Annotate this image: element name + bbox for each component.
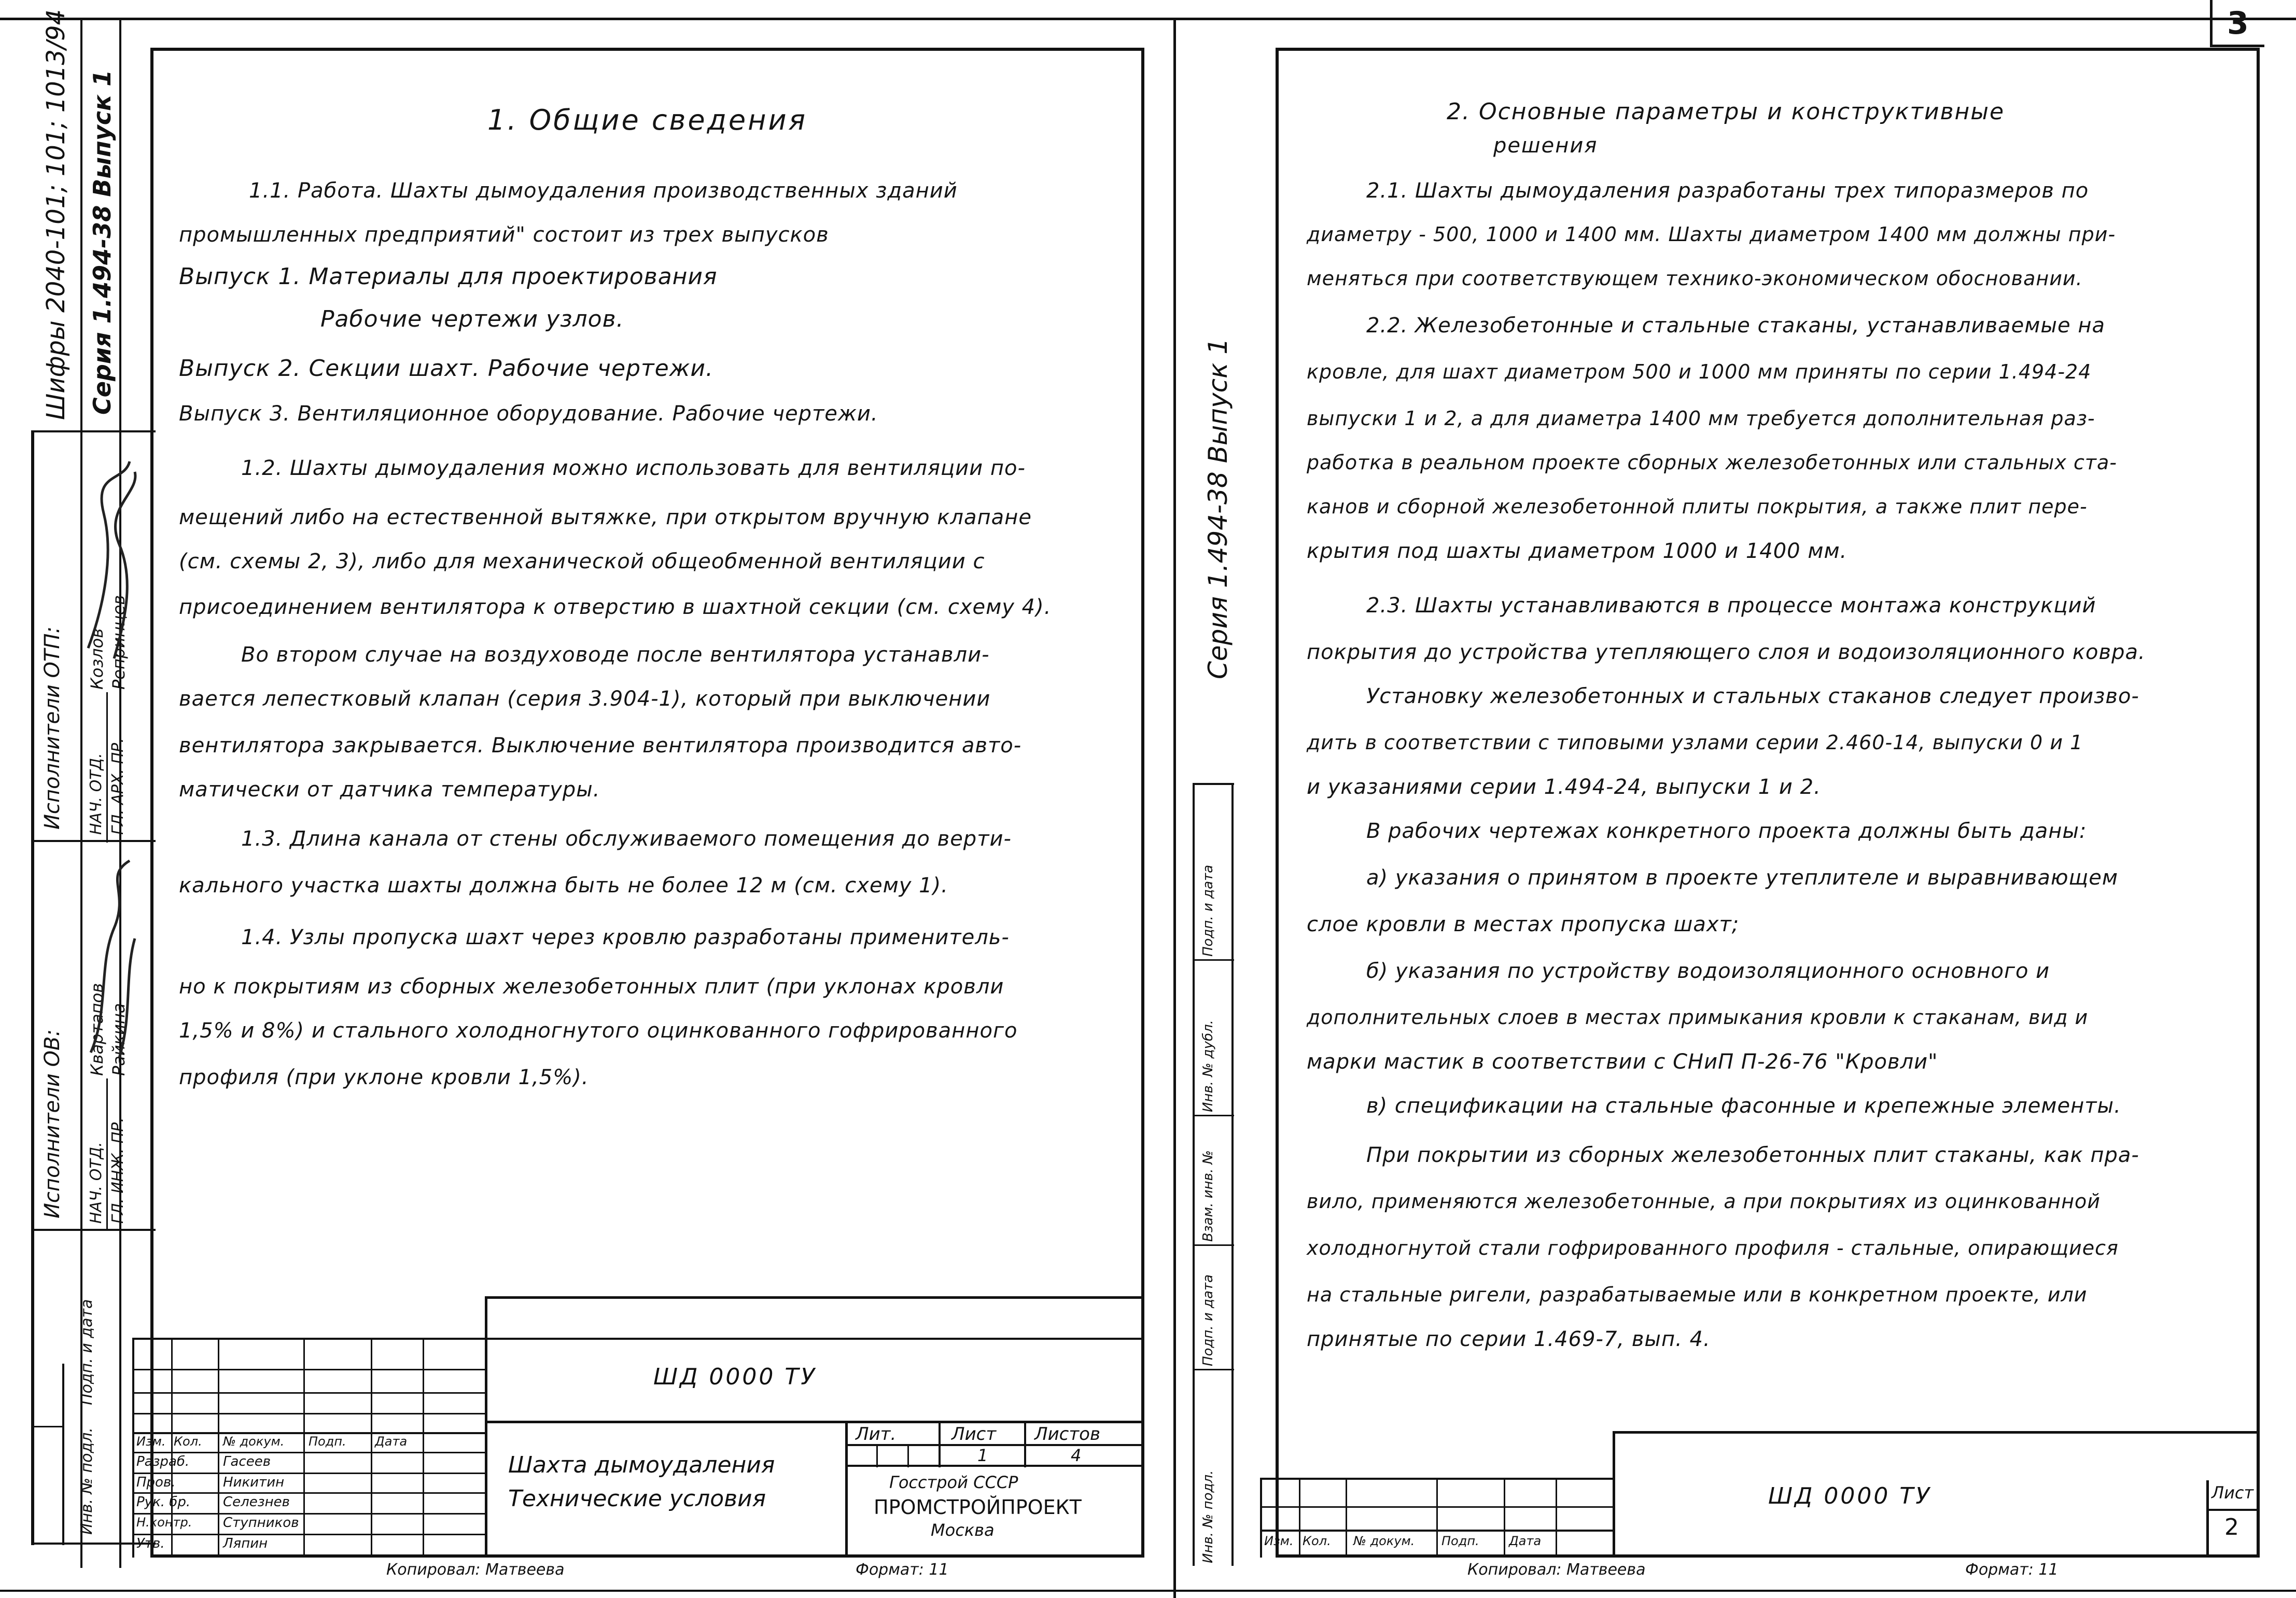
executors-otp-label: Исполнители ОТП: <box>40 626 64 830</box>
s2-line-4: 2.2. Железобетонные и стальные стаканы, устанавливаемые на <box>1366 314 2105 338</box>
signature-otp <box>83 451 145 669</box>
col-doc: № докум. <box>223 1434 285 1449</box>
s1-line-9: (см. схемы 2, 3), либо для механической общеобменной вентиляции с <box>179 550 985 573</box>
left-copied-by: Копировал: Матвеева <box>386 1561 565 1579</box>
org-line-1: Госстрой СССР <box>889 1473 1018 1492</box>
right-label-1: Инв. № подл. <box>1200 1470 1216 1563</box>
right-label-3: Взам. инв. № <box>1200 1150 1216 1242</box>
r-col-izm: Изм. <box>1264 1534 1294 1548</box>
cipher-text: Шифры 2040-101; 101; 1013/94 <box>41 9 71 420</box>
signature-ov <box>83 845 145 1063</box>
s2-line-22: При покрытии из сборных железобетонных плит стаканы, как пра- <box>1366 1143 2139 1167</box>
left-title-block <box>132 1296 1144 1558</box>
r-col-date: Дата <box>1509 1534 1542 1548</box>
inv-no-label: Инв. № подл. <box>78 1427 96 1535</box>
s2-line-5: кровле, для шахт диаметром 500 и 1000 мм приняты по серии 1.494-24 <box>1307 360 2092 383</box>
s1-line-19: 1,5% и 8%) и стального холодногнутого оцинкованного гофрированного <box>179 1019 1018 1043</box>
s1-line-18: но к покрытиям из сборных железобетонных плит (при уклонах кровли <box>179 975 1004 999</box>
right-title-block <box>1260 1431 2260 1558</box>
name-4: Ступников <box>223 1515 299 1531</box>
right-format: Формат: 11 <box>1965 1561 2059 1579</box>
name-3: Селезнев <box>223 1494 290 1510</box>
left-title-2: Технические условия <box>508 1485 766 1512</box>
s2-line-6: выпуски 1 и 2, а для диаметра 1400 мм требуется дополнительная раз- <box>1307 407 2095 430</box>
s1-line-14: матически от датчика температуры. <box>179 778 600 802</box>
s1-line-11: Во втором случае на воздуховоде после вентилятора устанавли- <box>241 643 990 667</box>
s2-line-12: Установку железобетонных и стальных стаканов следует произво- <box>1366 684 2139 708</box>
left-format: Формат: 11 <box>856 1561 949 1579</box>
s2-line-7: работка в реальном проекте сборных железобетонных или стальных ста- <box>1307 451 2117 474</box>
s2-line-26: принятые по серии 1.469-7, вып. 4. <box>1307 1327 1711 1351</box>
s1-line-16: кального участка шахты должна быть не более 12 м (см. схему 1). <box>179 874 948 898</box>
name-5: Ляпин <box>223 1536 268 1551</box>
s1-line-3: Выпуск 1. Материалы для проектирования <box>179 263 718 290</box>
s2-line-16: а) указания о принятом в проекте утеплителе и выравнивающем <box>1366 866 2118 890</box>
s1-line-8: мещений либо на естественной вытяжке, при открытом вручную клапане <box>179 506 1032 529</box>
sign-date-label: Подп. и дата <box>78 1299 96 1405</box>
s1-line-4: Рабочие чертежи узлов. <box>320 306 624 332</box>
right-series-margin: Серия 1.494-38 Выпуск 1 <box>1203 338 1233 679</box>
s1-line-20: профиля (при уклоне кровли 1,5%). <box>179 1066 589 1089</box>
s2-line-19: дополнительных слоев в местах примыкания кровли к стаканам, вид и <box>1307 1006 2089 1029</box>
s2-line-17: слое кровли в местах пропуска шахт; <box>1307 913 1740 936</box>
org-line-3: Москва <box>931 1520 995 1540</box>
right-sheet-number: 2 <box>2224 1514 2239 1540</box>
r-col-kol: Кол. <box>1303 1534 1331 1548</box>
right-copied-by: Копировал: Матвеева <box>1467 1561 1646 1579</box>
s2-line-8: канов и сборной железобетонной плиты покрытия, а также плит пере- <box>1307 495 2088 518</box>
s1-line-7: 1.2. Шахты дымоудаления можно использовать для вентиляции по- <box>241 456 1026 480</box>
role-2: Пров. <box>136 1475 176 1490</box>
role-ov-2: ГЛ. ИНЖ. ПР. <box>109 1117 127 1224</box>
r-col-sign: Подп. <box>1441 1534 1479 1548</box>
s2-line-25: на стальные ригели, разрабатываемые или в конкретном проекте, или <box>1307 1283 2088 1306</box>
right-sheet-label: Лист <box>2211 1483 2254 1503</box>
s2-line-24: холодногнутой стали гофрированного профиля - стальные, опирающиеся <box>1307 1237 2119 1259</box>
name-1: Гасеев <box>223 1454 271 1469</box>
s1-line-2: промышленных предприятий" состоит из трех выпусков <box>179 223 829 247</box>
page-number: 3 <box>2227 5 2249 41</box>
role-3: Рук. бр. <box>136 1494 191 1510</box>
col-kol: Кол. <box>174 1434 202 1449</box>
section2-title-2: решения <box>1493 134 1598 158</box>
s1-line-17: 1.4. Узлы пропуска шахт через кровлю разработаны применитель- <box>241 926 1010 949</box>
s2-line-23: вило, применяются железобетонные, а при покрытиях из оцинкованной <box>1307 1190 2101 1213</box>
right-label-2: Подп. и дата <box>1200 1274 1216 1366</box>
s2-line-13: дить в соответствии с типовыми узлами серии 2.460-14, выпуски 0 и 1 <box>1307 731 2083 754</box>
col-date: Дата <box>375 1434 408 1449</box>
col-izm: Изм. <box>136 1434 166 1449</box>
s2-line-21: в) спецификации на стальные фасонные и крепежные элементы. <box>1366 1094 2121 1118</box>
left-title-1: Шахта дымоудаления <box>508 1452 775 1478</box>
org-line-2: ПРОМСТРОЙПРОЕКТ <box>874 1496 1082 1519</box>
role-1: Разраб. <box>136 1454 190 1469</box>
role-4: Н.контр. <box>136 1515 192 1530</box>
name-ov-2: Райкина <box>109 1003 129 1076</box>
col-sign: Подп. <box>309 1434 346 1449</box>
s2-line-11: покрытия до устройства утепляющего слоя и водоизоляционного ковра. <box>1307 640 2146 664</box>
right-doc-code: ШД 0000 ТУ <box>1768 1483 1932 1509</box>
s1-line-5: Выпуск 2. Секции шахт. Рабочие чертежи. <box>179 355 713 382</box>
s2-line-14: и указаниями серии 1.494-24, выпуски 1 и 2. <box>1307 775 1821 799</box>
s2-line-3: меняться при соответствующем технико-экономическом обосновании. <box>1307 267 2083 290</box>
sheet-value: 1 <box>977 1446 988 1465</box>
section1-title: 1. Общие сведения <box>487 104 808 136</box>
s1-line-15: 1.3. Длина канала от стены обслуживаемого помещения до верти- <box>241 827 1012 851</box>
role-5: Утв. <box>136 1536 165 1551</box>
hdr-lit: Лит. <box>856 1424 897 1445</box>
name-otp-1: Козлов <box>87 628 107 690</box>
name-ov-1: Квартапов <box>87 983 107 1076</box>
s2-line-20: марки мастик в соответствии с СНиП П-26-76 "Кровли" <box>1307 1050 1938 1074</box>
name-otp-2: Репринцев <box>109 595 129 690</box>
role-otp-2: ГЛ. АРХ. ПР. <box>109 738 127 835</box>
s2-line-10: 2.3. Шахты устанавливаются в процессе монтажа конструкций <box>1366 594 2096 618</box>
name-2: Никитин <box>223 1475 285 1490</box>
s1-line-13: вентилятора закрывается. Выключение вентилятора производится авто- <box>179 734 1022 758</box>
s1-line-6: Выпуск 3. Вентиляционное оборудование. Рабочие чертежи. <box>179 402 878 426</box>
series-margin-text: Серия 1.494-38 Выпуск 1 <box>88 69 116 415</box>
s2-line-1: 2.1. Шахты дымоудаления разработаны трех типоразмеров по <box>1366 179 2089 203</box>
s2-line-15: В рабочих чертежах конкретного проекта должны быть даны: <box>1366 819 2087 843</box>
s2-line-2: диаметру - 500, 1000 и 1400 мм. Шахты диаметром 1400 мм должны при- <box>1307 223 2116 246</box>
hdr-list: Лист <box>951 1424 997 1445</box>
r-col-doc: № докум. <box>1353 1534 1415 1548</box>
left-doc-code: ШД 0000 ТУ <box>653 1364 817 1390</box>
role-ov-1: НАЧ. ОТД. <box>87 1142 105 1224</box>
s2-line-9: крытия под шахты диаметром 1000 и 1400 мм. <box>1307 539 1847 563</box>
hdr-listov: Листов <box>1034 1424 1101 1445</box>
s1-line-12: вается лепестковый клапан (серия 3.904-1), который при выключении <box>179 687 991 711</box>
s2-line-18: б) указания по устройству водоизоляционного основного и <box>1366 959 2050 983</box>
sheets-value: 4 <box>1071 1446 1082 1465</box>
role-otp-1: НАЧ. ОТД. <box>87 753 105 835</box>
s1-line-1: 1.1. Работа. Шахты дымоудаления производственных зданий <box>249 179 958 203</box>
right-label-4: Инв. № дубл. <box>1200 1020 1216 1112</box>
executors-ov-label: Исполнители ОВ: <box>40 1029 64 1218</box>
section2-title-1: 2. Основные параметры и конструктивные <box>1447 99 2005 125</box>
right-label-5: Подп. и дата <box>1200 864 1216 957</box>
s1-line-10: присоединением вентилятора к отверстию в шахтной секции (см. схему 4). <box>179 595 1052 619</box>
